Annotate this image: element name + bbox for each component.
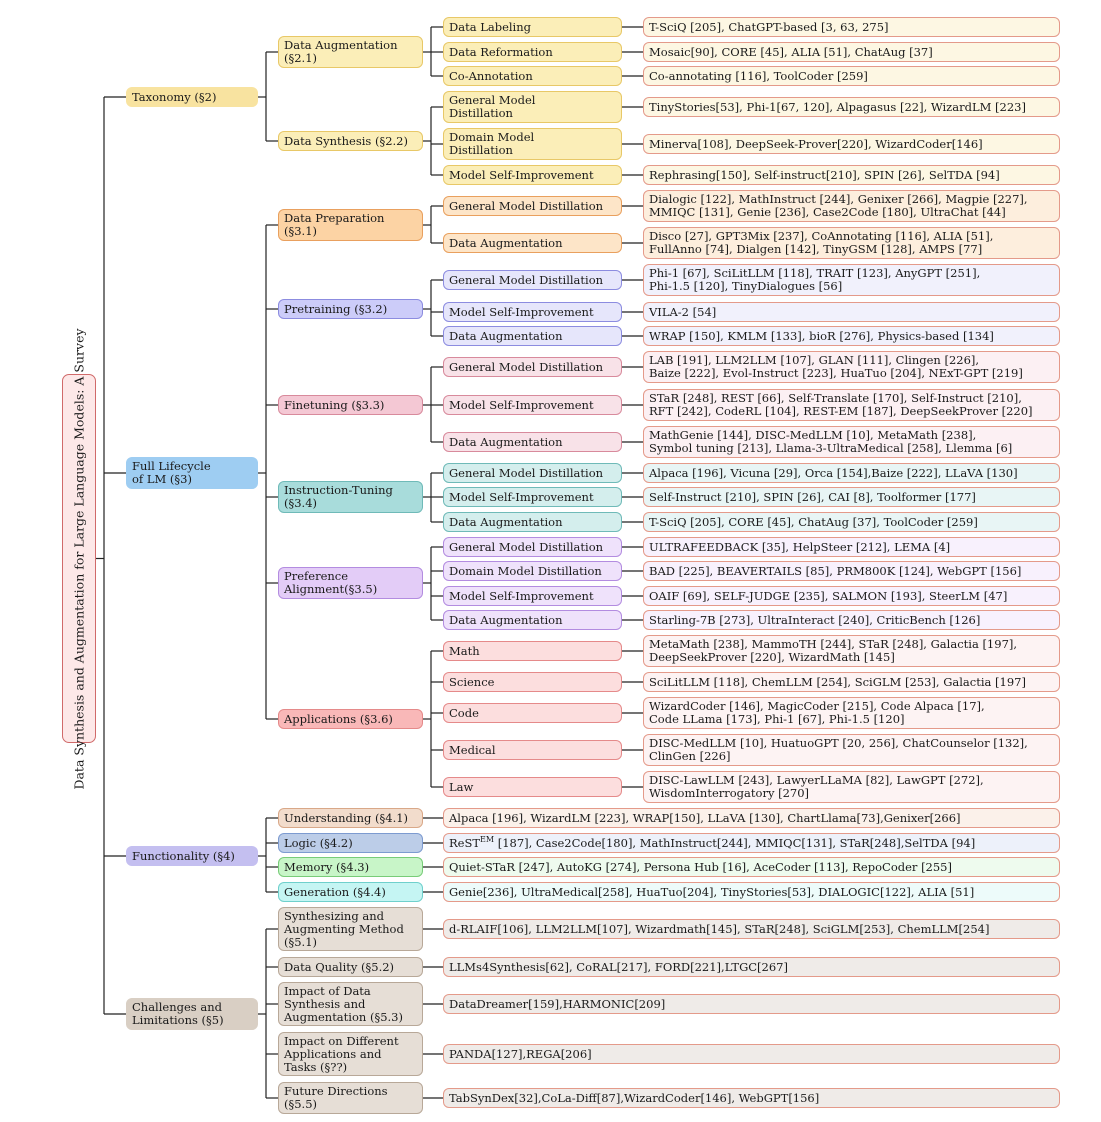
references-leaf: WRAP [150], KMLM [133], bioR [276], Physics-based [134] bbox=[643, 326, 1060, 346]
references-leaf: BAD [225], BEAVERTAILS [85], PRM800K [124], WebGPT [156] bbox=[643, 561, 1060, 581]
method-general-model-distillation: General Model Distillation bbox=[443, 537, 622, 557]
references-leaf: LAB [191], LLM2LLM [107], GLAN [111], Clingen [226], Baize [222], Evol-Instruct [223], HuaTuo [204], NExT-GPT [219] bbox=[643, 351, 1060, 383]
method-model-self-improvement: Model Self-Improvement bbox=[443, 165, 622, 185]
references-leaf: MetaMath [238], MammoTH [244], STaR [248], Galactia [197], DeepSeekProver [220], WizardMath [145] bbox=[643, 635, 1060, 667]
method-model-self-improvement: Model Self-Improvement bbox=[443, 302, 622, 322]
references-leaf: Alpaca [196], Vicuna [29], Orca [154],Baize [222], LLaVA [130] bbox=[643, 463, 1060, 483]
references-leaf: Alpaca [196], WizardLM [223], WRAP[150], LLaVA [130], ChartLlama[73],Genixer[266] bbox=[443, 808, 1060, 828]
references-leaf: TabSynDex[32],CoLa-Diff[87],WizardCoder[146], WebGPT[156] bbox=[443, 1088, 1060, 1108]
subcategory-impact-applications: Impact on Different Applications and Tasks (§??) bbox=[278, 1032, 423, 1076]
references-leaf: Quiet-STaR [247], AutoKG [274], Persona Hub [16], AceCoder [113], RepoCoder [255] bbox=[443, 857, 1060, 877]
references-leaf: Starling-7B [273], UltraInteract [240], CriticBench [126] bbox=[643, 610, 1060, 630]
category-taxonomy: Taxonomy (§2) bbox=[126, 87, 258, 107]
references-leaf: DISC-MedLLM [10], HuatuoGPT [20, 256], ChatCounselor [132], ClinGen [226] bbox=[643, 734, 1060, 766]
references-leaf: Self-Instruct [210], SPIN [26], CAI [8], Toolformer [177] bbox=[643, 487, 1060, 507]
method-general-model-distillation: General Model Distillation bbox=[443, 196, 622, 216]
references-leaf: Phi-1 [67], SciLitLLM [118], TRAIT [123], AnyGPT [251], Phi-1.5 [120], TinyDialogues [56] bbox=[643, 264, 1060, 296]
category-challenges: Challenges and Limitations (§5) bbox=[126, 998, 258, 1030]
method-data-augmentation: Data Augmentation bbox=[443, 432, 622, 452]
subcategory-logic: Logic (§4.2) bbox=[278, 833, 423, 853]
subcategory-generation: Generation (§4.4) bbox=[278, 882, 423, 902]
method-general-model-distillation: General Model Distillation bbox=[443, 463, 622, 483]
references-leaf: OAIF [69], SELF-JUDGE [235], SALMON [193], SteerLM [47] bbox=[643, 586, 1060, 606]
references-leaf: Minerva[108], DeepSeek-Prover[220], WizardCoder[146] bbox=[643, 134, 1060, 154]
root-title: Data Synthesis and Augmentation for Large Language Models: A Survey bbox=[71, 327, 87, 790]
method-data-augmentation: Data Augmentation bbox=[443, 233, 622, 253]
category-functionality: Functionality (§4) bbox=[126, 846, 258, 866]
subcategory-preference-alignment: Preference Alignment(§3.5) bbox=[278, 567, 423, 599]
application-law: Law bbox=[443, 777, 622, 797]
application-science: Science bbox=[443, 672, 622, 692]
references-leaf: STaR [248], REST [66], Self-Translate [170], Self-Instruct [210], RFT [242], CodeRL [104], REST-EM [187], DeepSeekProver [220] bbox=[643, 389, 1060, 421]
method-data-augmentation: Data Augmentation bbox=[443, 512, 622, 532]
references-leaf: SciLitLLM [118], ChemLLM [254], SciGLM [253], Galactia [197] bbox=[643, 672, 1060, 692]
references-leaf: T-SciQ [205], CORE [45], ChatAug [37], ToolCoder [259] bbox=[643, 512, 1060, 532]
method-general-model-distillation: General Model Distillation bbox=[443, 357, 622, 377]
subcategory-understanding: Understanding (§4.1) bbox=[278, 808, 423, 828]
subcategory-pretraining: Pretraining (§3.2) bbox=[278, 299, 423, 319]
method-model-self-improvement: Model Self-Improvement bbox=[443, 487, 622, 507]
subcategory-finetuning: Finetuning (§3.3) bbox=[278, 395, 423, 415]
method-data-labeling: Data Labeling bbox=[443, 17, 622, 37]
method-data-augmentation: Data Augmentation bbox=[443, 610, 622, 630]
subcategory-synthesizing-method: Synthesizing and Augmenting Method (§5.1) bbox=[278, 907, 423, 951]
subcategory-future-directions: Future Directions (§5.5) bbox=[278, 1082, 423, 1114]
references-leaf: Mosaic[90], CORE [45], ALIA [51], ChatAug [37] bbox=[643, 42, 1060, 62]
method-model-self-improvement: Model Self-Improvement bbox=[443, 395, 622, 415]
subcategory-data-quality: Data Quality (§5.2) bbox=[278, 957, 423, 977]
method-general-model-distillation: General Model Distillation bbox=[443, 91, 622, 123]
references-leaf: WizardCoder [146], MagicCoder [215], Code Alpaca [17], Code LLama [173], Phi-1 [67], Phi-1.5 [120] bbox=[643, 697, 1060, 729]
references-leaf: ULTRAFEEDBACK [35], HelpSteer [212], LEMA [4] bbox=[643, 537, 1060, 557]
subcategory-impact-data-synthesis: Impact of Data Synthesis and Augmentation (§5.3) bbox=[278, 982, 423, 1026]
references-leaf: Rephrasing[150], Self-instruct[210], SPIN [26], SelTDA [94] bbox=[643, 165, 1060, 185]
category-full-lifecycle: Full Lifecycle of LM (§3) bbox=[126, 457, 258, 489]
references-leaf: TinyStories[53], Phi-1[67, 120], Alpagasus [22], WizardLM [223] bbox=[643, 97, 1060, 117]
subcategory-instruction-tuning: Instruction-Tuning (§3.4) bbox=[278, 481, 423, 513]
subcategory-data-preparation: Data Preparation (§3.1) bbox=[278, 209, 423, 241]
method-general-model-distillation: General Model Distillation bbox=[443, 270, 622, 290]
subcategory-memory: Memory (§4.3) bbox=[278, 857, 423, 877]
application-math: Math bbox=[443, 641, 622, 661]
method-data-augmentation: Data Augmentation bbox=[443, 326, 622, 346]
subcategory-applications: Applications (§3.6) bbox=[278, 709, 423, 729]
method-domain-model-distillation: Domain Model Distillation bbox=[443, 128, 622, 160]
references-leaf: Co-annotating [116], ToolCoder [259] bbox=[643, 66, 1060, 86]
application-medical: Medical bbox=[443, 740, 622, 760]
application-code: Code bbox=[443, 703, 622, 723]
references-leaf: VILA-2 [54] bbox=[643, 302, 1060, 322]
references-leaf: T-SciQ [205], ChatGPT-based [3, 63, 275] bbox=[643, 17, 1060, 37]
references-leaf: MathGenie [144], DISC-MedLLM [10], MetaMath [238], Symbol tuning [213], Llama-3-UltraMedical [258], Llemma [6] bbox=[643, 426, 1060, 458]
references-leaf: ReST$^{EM}$ [187], Case2Code[180], MathInstruct[244], MMIQC[131], STaR[248],SelTDA [94] bbox=[443, 833, 1060, 853]
references-leaf: DISC-LawLLM [243], LawyerLLaMA [82], LawGPT [272], WisdomInterrogatory [270] bbox=[643, 771, 1060, 803]
references-leaf: Disco [27], GPT3Mix [237], CoAnnotating [116], ALIA [51], FullAnno [74], Dialgen [142], TinyGSM [128], AMPS [77] bbox=[643, 227, 1060, 259]
root-title-box bbox=[62, 327, 96, 790]
references-leaf: PANDA[127],REGA[206] bbox=[443, 1044, 1060, 1064]
references-leaf: Dialogic [122], MathInstruct [244], Genixer [266], Magpie [227], MMIQC [131], Genie [236], Case2Code [180], UltraChat [44] bbox=[643, 190, 1060, 222]
method-domain-model-distillation: Domain Model Distillation bbox=[443, 561, 622, 581]
references-leaf: d-RLAIF[106], LLM2LLM[107], Wizardmath[145], STaR[248], SciGLM[253], ChemLLM[254] bbox=[443, 919, 1060, 939]
subcategory-data-synthesis: Data Synthesis (§2.2) bbox=[278, 131, 423, 151]
method-model-self-improvement: Model Self-Improvement bbox=[443, 586, 622, 606]
method-co-annotation: Co-Annotation bbox=[443, 66, 622, 86]
references-leaf: Genie[236], UltraMedical[258], HuaTuo[204], TinyStories[53], DIALOGIC[122], ALIA [51] bbox=[443, 882, 1060, 902]
references-leaf: LLMs4Synthesis[62], CoRAL[217], FORD[221],LTGC[267] bbox=[443, 957, 1060, 977]
method-data-reformation: Data Reformation bbox=[443, 42, 622, 62]
references-leaf: DataDreamer[159],HARMONIC[209] bbox=[443, 994, 1060, 1014]
subcategory-data-augmentation: Data Augmentation (§2.1) bbox=[278, 36, 423, 68]
